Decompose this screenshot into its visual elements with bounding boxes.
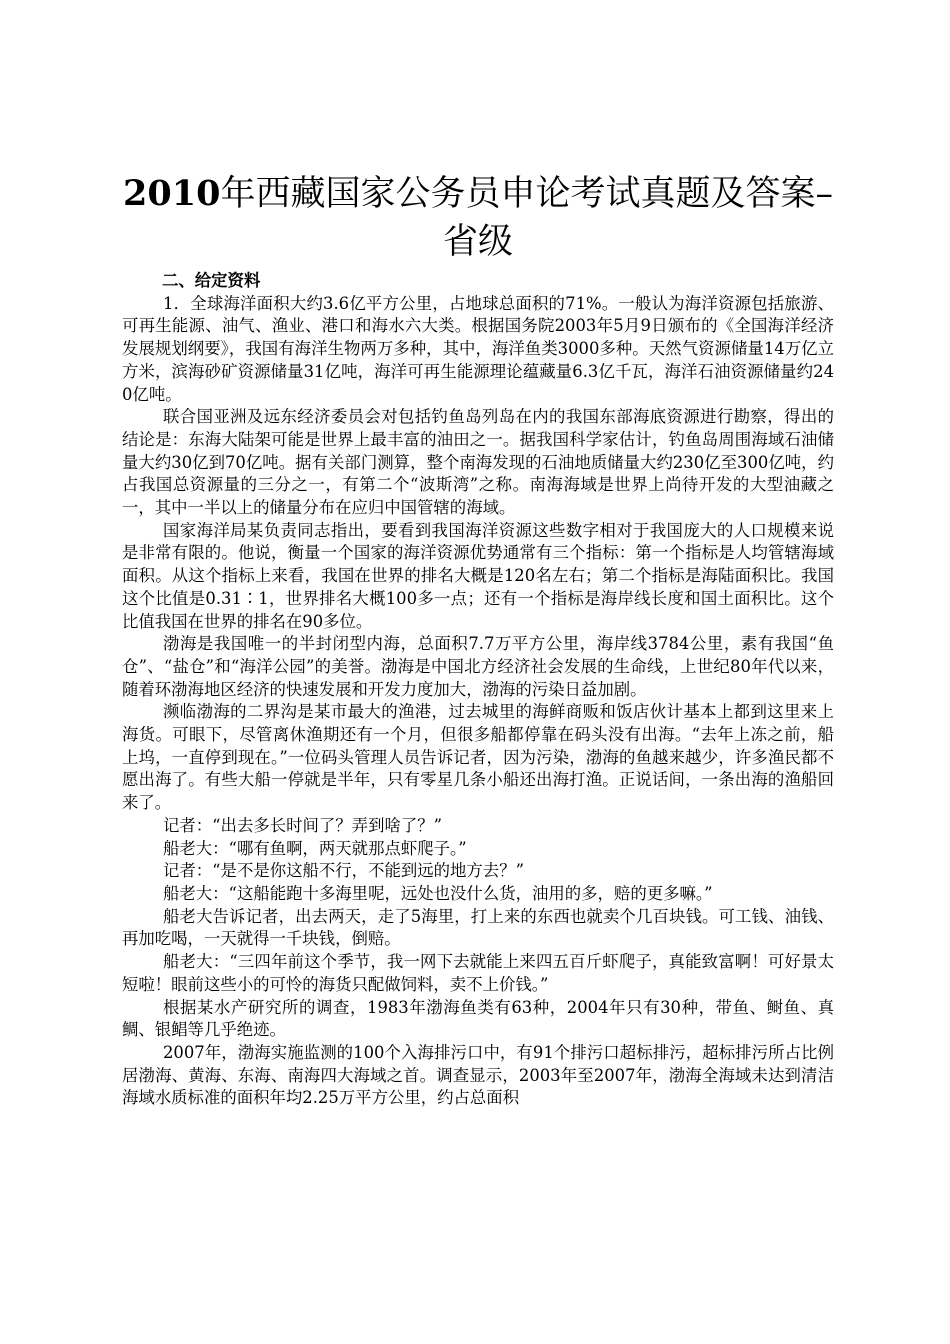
paragraph: 渤海是我国唯一的半封闭型内海，总面积7.7万平方公里，海岸线3784公里，素有我国“鱼仓”、“盐仓”和“海洋公园”的美誉。渤海是中国北方经济社会发展的生命线，上世纪80年代以来，随着环渤海地区经济的快速发展和开发力度加大，渤海的污染日益加剧。 (122, 634, 834, 699)
dialogue-line: 记者：“是不是你这船不行，不能到远的地方去？” (163, 861, 524, 881)
paragraph: 濒临渤海的二界沟是某市最大的渔港，过去城里的海鲜商贩和饭店伙计基本上都到这里来上海货。可眼下，尽管离休渔期还有一个月，但很多船都停靠在码头没有出海。“去年上冻之前，船上坞，一直停到现在。”一位码头管理人员告诉记者，因为污染，渤海的鱼越来越少，许多渔民都不愿出海了。有些大船一停就是半年，只有零星几条小船还出海打渔。正说话间，一条出海的渔船回来了。 (122, 702, 834, 813)
paragraph: 国家海洋局某负责同志指出，要看到我国海洋资源这些数字相对于我国庞大的人口规模来说是非常有限的。他说，衡量一个国家的海洋资源优势通常有三个指标：第一个指标是人均管辖海域面积。从这个指标上来看，我国在世界的排名大概是120名左右；第二个指标是海陆面积比。我国这个比值是0.31∶1，世界排名大概100多一点；还有一个指标是海岸线长度和国土面积比。这个比值我国在世界的排名在90多位。 (122, 520, 834, 631)
paragraph: 1．全球海洋面积大约3.6亿平方公里，占地球总面积的71%。一般认为海洋资源包括旅游、可再生能源、油气、渔业、港口和海水六大类。根据国务院2003年5月9日颁布的《全国海洋经济发展规划纲要》，我国有海洋生物两万多种，其中，海洋鱼类3000多种。天然气资源储量14万亿立方米，滨海砂矿资源储量31亿吨，海洋可再生能源理论蕴藏量6.3亿千瓦，海洋石油资源储量约240亿吨。 (122, 293, 834, 404)
dialogue-line: 船老大：“三四年前这个季节，我一网下去就能上来四五百斤虾爬子，真能致富啊！可好景太短啦！眼前这些小的可怜的海货只配做饲料，卖不上价钱。” (122, 952, 834, 994)
dialogue-line: 记者：“出去多长时间了？弄到啥了？” (163, 815, 443, 835)
section-heading: 二、给定资料 (162, 271, 261, 290)
title-year: 2010 (123, 173, 221, 214)
paragraph: 2007年，渤海实施监测的100个入海排污口中，有91个排污口超标排污，超标排污所占比例居渤海、黄海、东海、南海四大海域之首。调查显示，2003年至2007年，渤海全海域未达到清洁海域水质标准的面积年均2.25万平方公里，约占总面积 (122, 1042, 834, 1108)
document-page (122, 170, 834, 1110)
dialogue-line: 船老大：“这船能跑十多海里呢，远处也没什么货，油用的多，赔的更多嘛。” (163, 883, 713, 903)
dialogue-line: 船老大：“哪有鱼啊，两天就那点虾爬子。” (163, 838, 467, 858)
title-text: 年西藏国家公务员申论考试真题及答案–省级 (220, 174, 833, 262)
paragraph: 联合国亚洲及远东经济委员会对包括钓鱼岛列岛在内的我国东部海底资源进行勘察，得出的结论是：东海大陆架可能是世界上最丰富的油田之一。据我国科学家估计，钓鱼岛周围海域石油储量大约30亿到70亿吨。据有关部门测算，整个南海发现的石油地质储量大约230亿至300亿吨，约占我国总资源量的三分之一，有第二个“波斯湾”之称。南海海域是世界上尚待开发的大型油藏之一，其中一半以上的储量分布在应归中国管辖的海域。 (122, 407, 834, 518)
paragraph: 船老大告诉记者，出去两天，走了5海里，打上来的东西也就卖个几百块钱。可工钱、油钱、再加吃喝，一天就得一千块钱，倒赔。 (122, 906, 834, 949)
paragraph: 根据某水产研究所的调查，1983年渤海鱼类有63种，2004年只有30种，带鱼、鲥鱼、真鲷、银鲳等几乎绝迹。 (122, 997, 834, 1040)
document-title (122, 170, 834, 266)
